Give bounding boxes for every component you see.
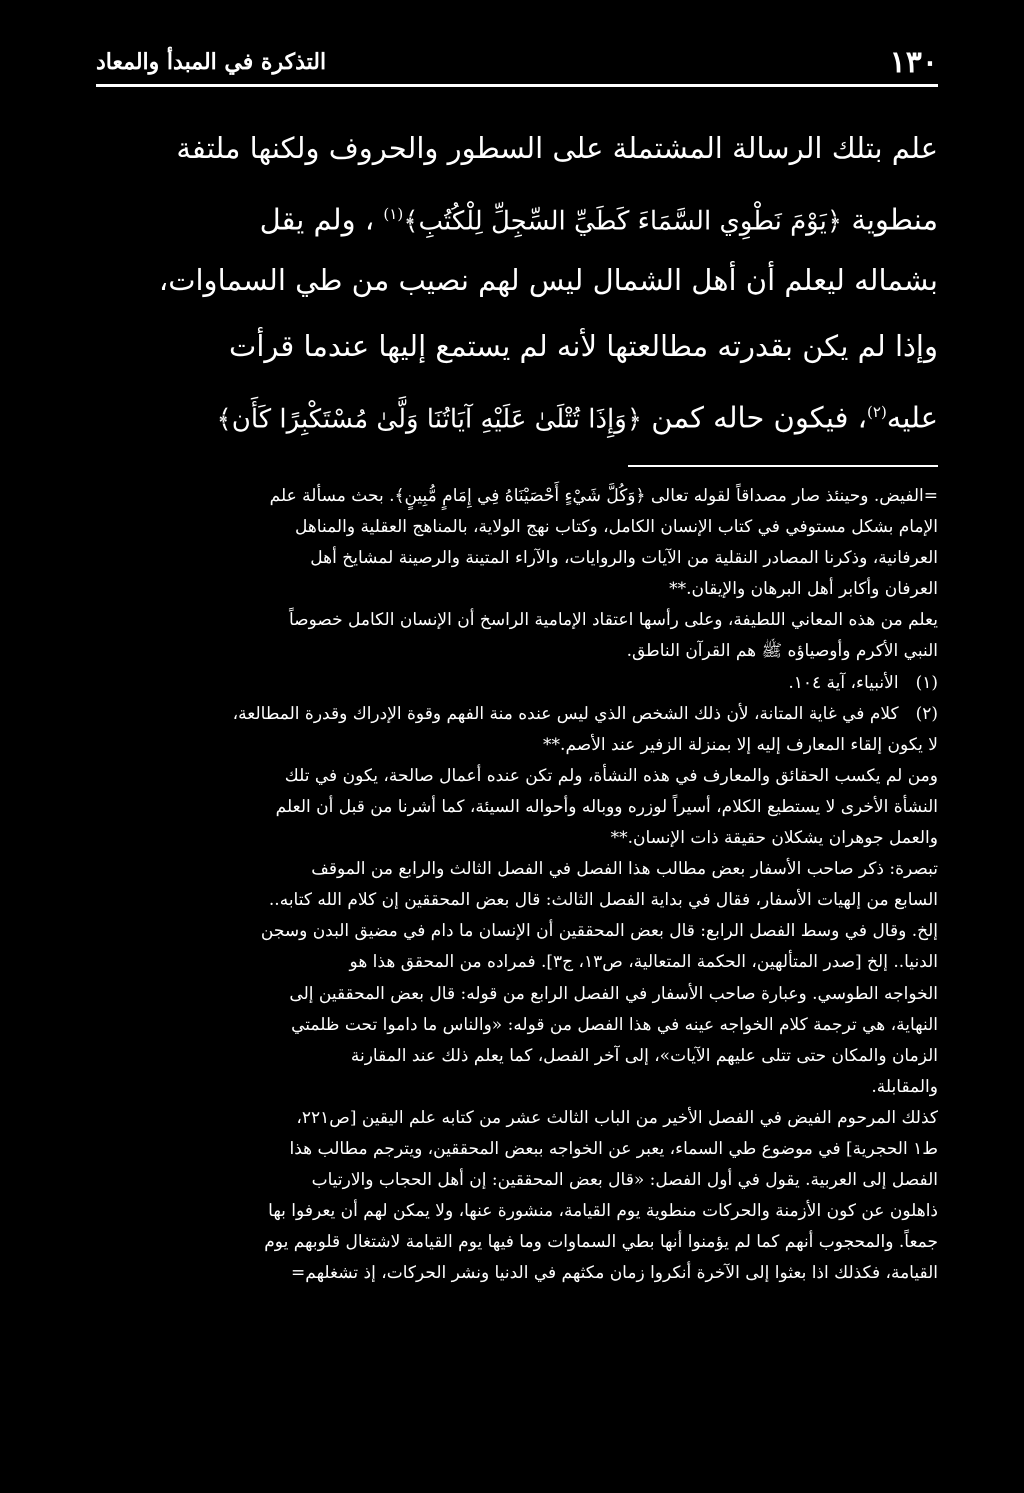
footnote-continued-line: العرفان وأكابر أهل البرهان والإيقان.** bbox=[669, 579, 938, 600]
footnote-2-text: كلام في غاية المتانة، لأن ذلك الشخص الذي ليس عنده منة الفهم وقوة الإدراك وقدرة المطالعة، bbox=[232, 703, 899, 724]
footnote-continued-line: يعلم من هذه المعاني اللطيفة، وعلى رأسها اعتقاد الإمامية الراسخ أن الإنسان الكامل خصوصاً bbox=[288, 610, 938, 631]
footnote-2-line: والمقابلة. bbox=[871, 1076, 938, 1097]
footnote-2-line: إلخ. وقال في وسط الفصل الرابع: قال بعض المحققين أن الإنسان ما دام في مضيق البدن وسجن bbox=[260, 921, 938, 942]
main-text bbox=[96, 115, 938, 445]
footnote-1-text: الأنبياء، آية ١٠٤. bbox=[788, 672, 899, 693]
main-line-1: علم بتلك الرسالة المشتملة على السطور والحروف ولكنها ملتفة bbox=[176, 131, 938, 165]
footnote-continued-line: العرفانية، وذكرنا المصادر النقلية من الآيات والروايات، والآراء المتينة والرصينة لمشايخ أهل bbox=[310, 548, 938, 569]
page-number: ١٣٠ bbox=[889, 44, 938, 80]
main-line-2-end: ، ولم يقل bbox=[259, 202, 375, 237]
footnote-2-line: النشأة الأخرى لا يستطيع الكلام، أسيراً لوزره ووباله وأحواله السيئة، كما أشرنا من قبل أن العلم bbox=[275, 796, 938, 817]
footnote-2-line: كذلك المرحوم الفيض في الفصل الأخير من الباب الثالث عشر من كتابه علم اليقين [ص٢٢١، bbox=[296, 1107, 938, 1128]
main-line-4: وإذا لم يكن بقدرته مطالعتها لأنه لم يستمع إليها عندما قرأت bbox=[229, 329, 938, 363]
footnote-2-line: الدنيا.. إلخ [صدر المتألهين، الحكمة المتعالية، ص١٣، ج٣]. فمراده من المحقق هذا هو bbox=[349, 952, 938, 973]
footnote-2-line: ط١ الحجرية] في موضوع طي السماء، يعبر عن الخواجه ببعض المحققين، ويترجم مطالب هذا bbox=[289, 1138, 938, 1159]
main-line-5-mid: ، فيكون حاله كمن bbox=[651, 400, 868, 435]
footnote-2-line: جمعاً. والمحجوب أنهم كما لم يؤمنوا أنها بطي السماوات وما فيها يوم القيامة لاشتغال قلوبهم يوم bbox=[264, 1232, 938, 1253]
footnote-2-line: الفصل إلى العربية. يقول في أول الفصل: «قال بعض المحققين: إن أهل الحجاب والارتياب bbox=[311, 1170, 938, 1191]
footnote-2-line: النهاية، هي ترجمة كلام الخواجه عينه في هذا الفصل من قوله: «والناس ما داموا تحت ظلمتي bbox=[291, 1014, 938, 1035]
footnote-2-line: تبصرة: ذكر صاحب الأسفار بعض مطالب هذا الفصل في الفصل الثالث والرابع من الموقف bbox=[311, 859, 938, 880]
footnote-2-number: (٢) bbox=[915, 703, 938, 724]
footnote-2 bbox=[96, 699, 938, 730]
footnote-ref-2: (٢) bbox=[867, 403, 887, 421]
footnotes bbox=[96, 481, 938, 1289]
footnote-2-line: ومن لم يكسب الحقائق والمعارف في هذه النشأة، ولم تكن عنده أعمال صالحة، يكون في تلك bbox=[284, 765, 938, 786]
footnote-2-line: السابع من إلهيات الأسفار، فقال في بداية الفصل الثالث: قال بعض المحققين إن كلام الله كتابه.. bbox=[268, 890, 938, 911]
main-line-5 bbox=[96, 379, 938, 445]
running-header bbox=[96, 40, 938, 87]
footnote-2-line: الزمان والمكان حتى تتلى عليهم الآيات»، إلى آخر الفصل، كما يعلم ذلك عند المقارنة bbox=[350, 1045, 938, 1066]
main-line-2-start: منطوية bbox=[851, 202, 938, 237]
footnote-continued-line: النبي الأكرم وأوصياؤه ﷺ هم القرآن الناطق. bbox=[626, 641, 938, 662]
footnote-2-line: الخواجه الطوسي. وعبارة صاحب الأسفار في الفصل الرابع من قوله: قال بعض المحققين إلى bbox=[289, 983, 938, 1004]
footnote-1-number: (١) bbox=[915, 672, 938, 693]
footnote-2-line: لا يكون إلقاء المعارف إليه إلا بمنزلة الزفير عند الأصم.** bbox=[543, 734, 938, 755]
footnote-2-line: والعمل جوهران يشكلان حقيقة ذات الإنسان.** bbox=[610, 828, 938, 849]
footnote-2-line: القيامة، فكذلك اذا بعثوا إلى الآخرة أنكروا زمان مكثهم في الدنيا ونشر الحركات، إذ تشغلهم= bbox=[291, 1263, 938, 1284]
main-line-5-start: عليه bbox=[886, 400, 938, 435]
footnote-1 bbox=[96, 668, 938, 699]
main-line-2 bbox=[96, 181, 938, 247]
quran-verse-1: ﴿يَوْمَ نَطْوِي السَّمَاءَ كَطَيِّ السِّجِلِّ لِلْكُتُبِ﴾ bbox=[403, 206, 843, 237]
running-title: التذكرة في المبدأ والمعاد bbox=[96, 49, 327, 75]
quran-verse-2: ﴿وَإِذَا تُتْلَىٰ عَلَيْهِ آيَاتُنَا وَلَّىٰ مُسْتَكْبِرًا كَأَن﴾ bbox=[216, 404, 643, 435]
footnote-2-line: ذاهلون عن كون الأزمنة والحركات منطوية يوم القيامة، منشورة عنها، ولا يمكن لهم أن يعرفوا بها bbox=[268, 1201, 938, 1222]
footnote-continued-line: =الفيض. وحينئذ صار مصداقاً لقوله تعالى ﴿وَكُلَّ شَيْءٍ أَحْصَيْنَاهُ فِي إِمَامٍ مُّبِينٍ﴾. بحث مسألة علم bbox=[269, 486, 938, 506]
footnote-continued-line: الإمام بشكل مستوفي في كتاب الإنسان الكامل، وكتاب نهج الولاية، بالمناهج العقلية والمناهل bbox=[294, 517, 938, 538]
footnote-ref-1: (١) bbox=[383, 205, 404, 223]
footnote-divider bbox=[628, 465, 938, 467]
main-line-3: بشماله ليعلم أن أهل الشمال ليس لهم نصيب من طي السماوات، bbox=[158, 263, 938, 297]
